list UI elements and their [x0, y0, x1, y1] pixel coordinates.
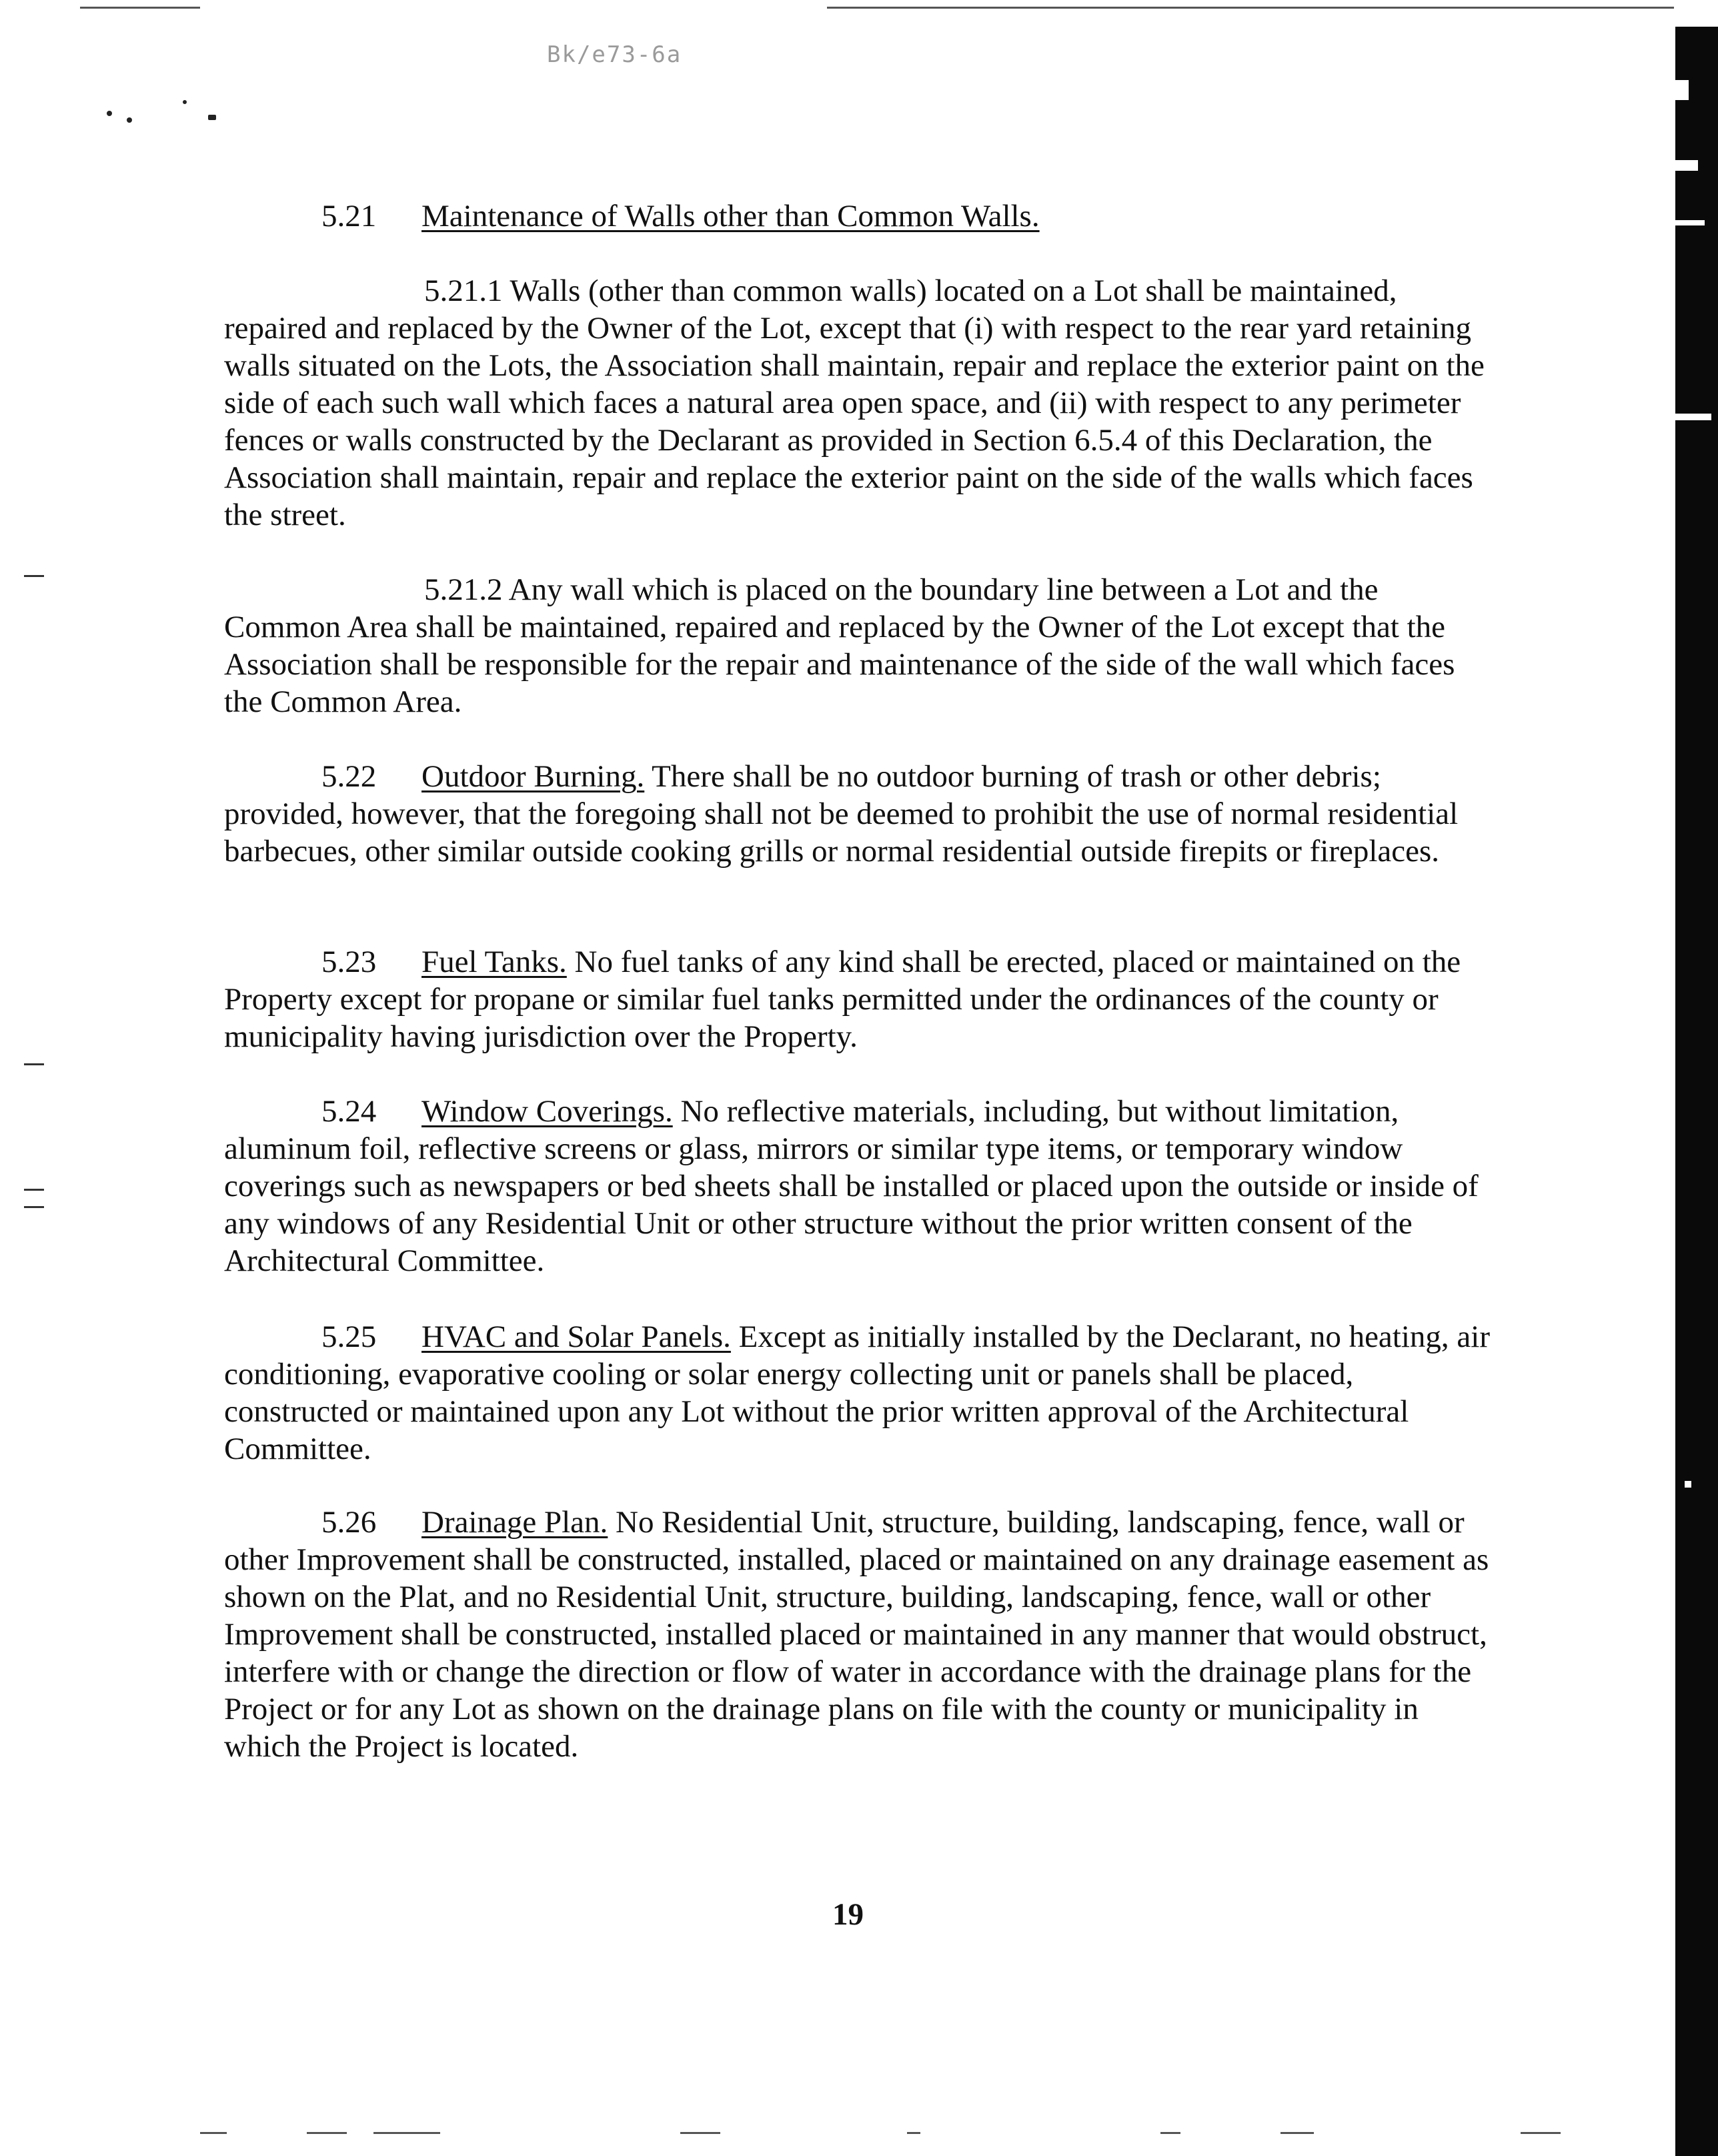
section-text: There shall be no outdoor burning of trash or other debris; provided, however, that the foregoing shall not be deemed to prohibit the use of normal residential barbecues, other similar outside cooking grills or normal residential outside firepits or fireplaces.	[224, 759, 1459, 869]
section-title: Drainage Plan.	[421, 1505, 608, 1540]
section-5-24	[224, 1093, 1491, 1279]
section-5-26	[224, 1504, 1491, 1765]
section-text: Any wall which is placed on the boundary line between a Lot and the Common Area shall be maintained, repaired and replaced by the Owner of the Lot except that the Association shall be responsible for the repair and maintenance of the side of the wall which faces the Common Area.	[224, 572, 1455, 719]
scan-bottom-dash	[200, 2132, 227, 2134]
scan-stamp: Bk/e73-6a	[547, 41, 682, 68]
scan-speck	[183, 100, 187, 104]
section-text: Walls (other than common walls) located on a Lot shall be maintained, repaired and replaced by the Owner of the Lot, except that (i) with respect to the rear yard retaining walls situated on the Lots, the Association shall maintain, repair and replace the exterior paint on the side of each such wall which faces a natural area open space, and (ii) with respect to any perimeter fences or walls constructed by the Declarant as provided in Section 6.5.4 of this Declaration, the Association shall maintain, repair and replace the exterior paint on the side of the walls which faces the street.	[224, 274, 1485, 532]
section-5-25	[224, 1318, 1491, 1468]
scan-bottom-dash	[907, 2132, 920, 2134]
scan-edge-bar	[1675, 27, 1718, 2156]
section-title: Outdoor Burning.	[421, 759, 645, 794]
scan-bottom-dash	[373, 2132, 440, 2134]
scan-bottom-dash	[1160, 2132, 1180, 2134]
section-5-22	[224, 758, 1491, 870]
scan-speck	[107, 111, 112, 116]
section-number: 5.26	[321, 1505, 377, 1540]
section-number: 5.24	[321, 1094, 377, 1129]
section-5-21-2	[224, 571, 1491, 720]
section-number: 5.23	[321, 945, 377, 979]
scan-top-rule	[827, 7, 1674, 9]
margin-tick	[24, 1189, 44, 1191]
scan-edge-notch	[1675, 220, 1705, 225]
scan-top-rule	[80, 7, 200, 9]
section-text: No reflective materials, including, but without limitation, aluminum foil, reflective screens or glass, mirrors or similar type items, or temporary window coverings such as newspapers or bed sheets shall be installed or placed upon the outside or inside of any windows of any Residential Unit or other structure without the prior written consent of the Architectural Committee.	[224, 1094, 1479, 1278]
section-5-21-1	[224, 272, 1491, 534]
scan-edge-notch	[1675, 80, 1689, 100]
scan-bottom-dash	[1521, 2132, 1561, 2134]
section-title: Window Coverings.	[421, 1094, 673, 1129]
section-number: 5.25	[321, 1319, 377, 1354]
section-text: No fuel tanks of any kind shall be erected, placed or maintained on the Property except for propane or similar fuel tanks permitted under the ordinances of the county or municipality having jurisdiction over the Property.	[224, 945, 1461, 1054]
section-5-21-heading	[321, 197, 1040, 235]
scan-edge-notch	[1675, 160, 1698, 171]
section-text: Except as initially installed by the Declarant, no heating, air conditioning, evaporative cooling or solar energy collecting unit or panels shall be placed, constructed or maintained upon any Lot without the prior written approval of the Architectural Committee.	[224, 1319, 1490, 1466]
section-number: 5.21.2	[424, 572, 503, 607]
page-number: 19	[832, 1897, 864, 1932]
scan-edge-notch	[1675, 414, 1711, 420]
margin-tick	[24, 1063, 44, 1065]
scan-edge-notch	[1685, 1481, 1691, 1488]
margin-tick	[24, 1206, 44, 1208]
scan-bottom-dash	[307, 2132, 347, 2134]
section-number: 5.21.1	[424, 274, 503, 308]
section-5-23	[224, 943, 1491, 1055]
margin-tick	[24, 575, 44, 577]
section-number: 5.21	[321, 199, 377, 233]
section-title: Fuel Tanks.	[421, 945, 567, 979]
scan-bottom-dash	[680, 2132, 720, 2134]
section-title: Maintenance of Walls other than Common Walls.	[421, 199, 1040, 233]
section-number: 5.22	[321, 759, 377, 794]
section-text: No Residential Unit, structure, building, landscaping, fence, wall or other Improvement shall be constructed, installed, placed or maintained on any drainage easement as shown on the Plat, and no Residential Unit, structure, building, landscaping, fence, wall or other Improvement shall be constructed, installed placed or maintained in any manner that would obstruct, interfere with or change the direction or flow of water in accordance with the drainage plans for the Project or for any Lot as shown on the drainage plans on file with the county or municipality in which the Project is located.	[224, 1505, 1489, 1764]
scan-speck	[127, 117, 132, 123]
section-title: HVAC and Solar Panels.	[421, 1319, 731, 1354]
scan-bottom-dash	[1280, 2132, 1314, 2134]
scan-speck	[208, 115, 216, 120]
